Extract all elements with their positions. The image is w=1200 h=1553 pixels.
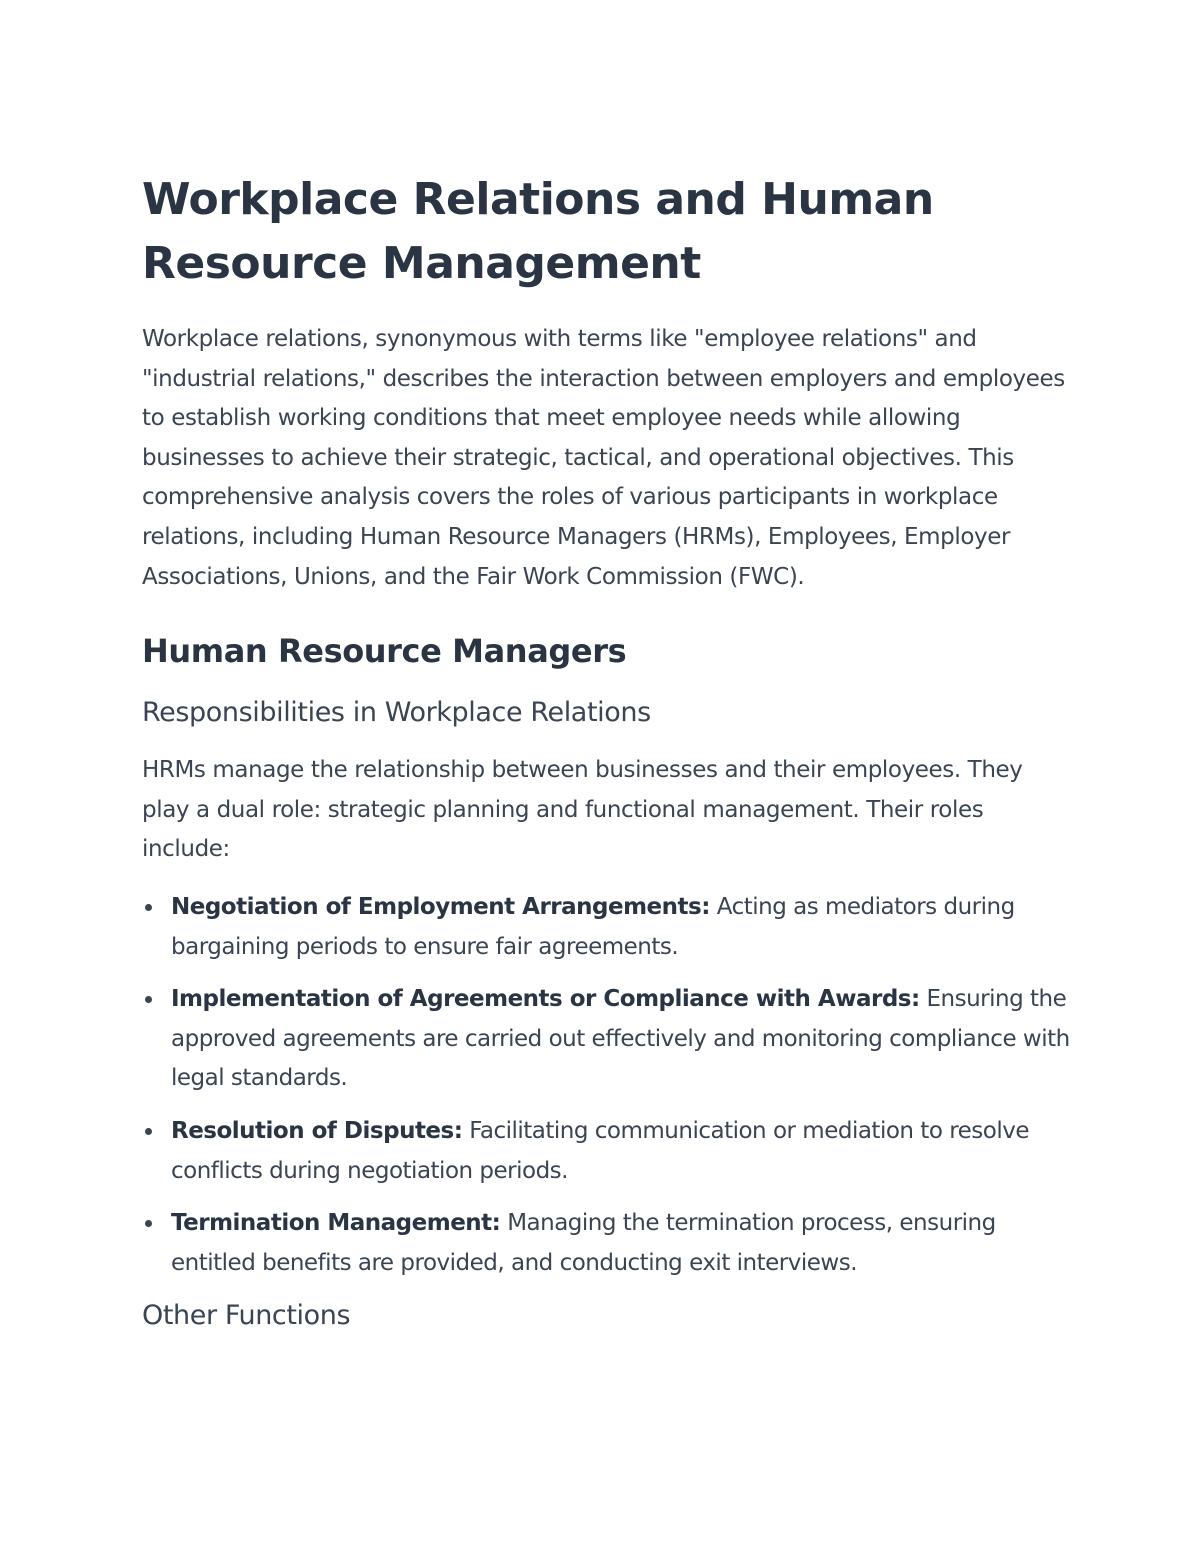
section-heading: Human Resource Managers <box>142 632 627 671</box>
section-paragraph: HRMs manage the relationship between businesses and their employees. They play a dual role: strategic planning and functional management. Their roles include: <box>142 757 1023 863</box>
section-subheading: Responsibilities in Workplace Relations <box>142 697 651 729</box>
list-item-text: Facilitating communication or mediation to resolve conflicts during negotiation periods. <box>171 1117 1030 1184</box>
list-item-term: Termination Management: <box>171 1210 501 1237</box>
list-item-text: Managing the termination process, ensuring entitled benefits are provided, and conducting exit interviews. <box>171 1210 996 1276</box>
list-item-term: Negotiation of Employment Arrangements: <box>171 893 710 920</box>
responsibilities-list <box>142 888 1070 1283</box>
intro-paragraph: Workplace relations, synonymous with terms like "employee relations" and "industrial relations," describes the interaction between employers and employees to establish working conditions that meet employee needs while allowing businesses to achieve their strategic, tactical, and operational objectives. This comprehensive analysis covers the roles of various participants in workplace relations, including Human Resource Managers (HRMs), Employees, Employer Associations, Unions, and the Fair Work Commission (FWC). <box>142 326 1065 590</box>
list-item-term: Resolution of Disputes: <box>171 1117 463 1144</box>
bullet-icon <box>145 1128 152 1135</box>
list-item <box>142 980 1070 1099</box>
list-item <box>142 1112 1070 1191</box>
list-item <box>142 1204 1070 1283</box>
bullet-icon <box>145 1220 152 1227</box>
document-title: Workplace Relations and Human Resource Management <box>142 174 934 289</box>
bullet-icon <box>145 996 152 1003</box>
list-item-text: Ensuring the approved agreements are carried out effectively and monitoring compliance with legal standards. <box>171 986 1070 1092</box>
next-subheading: Other Functions <box>142 1300 351 1332</box>
list-item-text: Acting as mediators during bargaining periods to ensure fair agreements. <box>171 893 1015 960</box>
list-item <box>142 888 1070 967</box>
bullet-icon <box>145 904 152 911</box>
list-item-term: Implementation of Agreements or Compliance with Awards: <box>171 986 920 1013</box>
